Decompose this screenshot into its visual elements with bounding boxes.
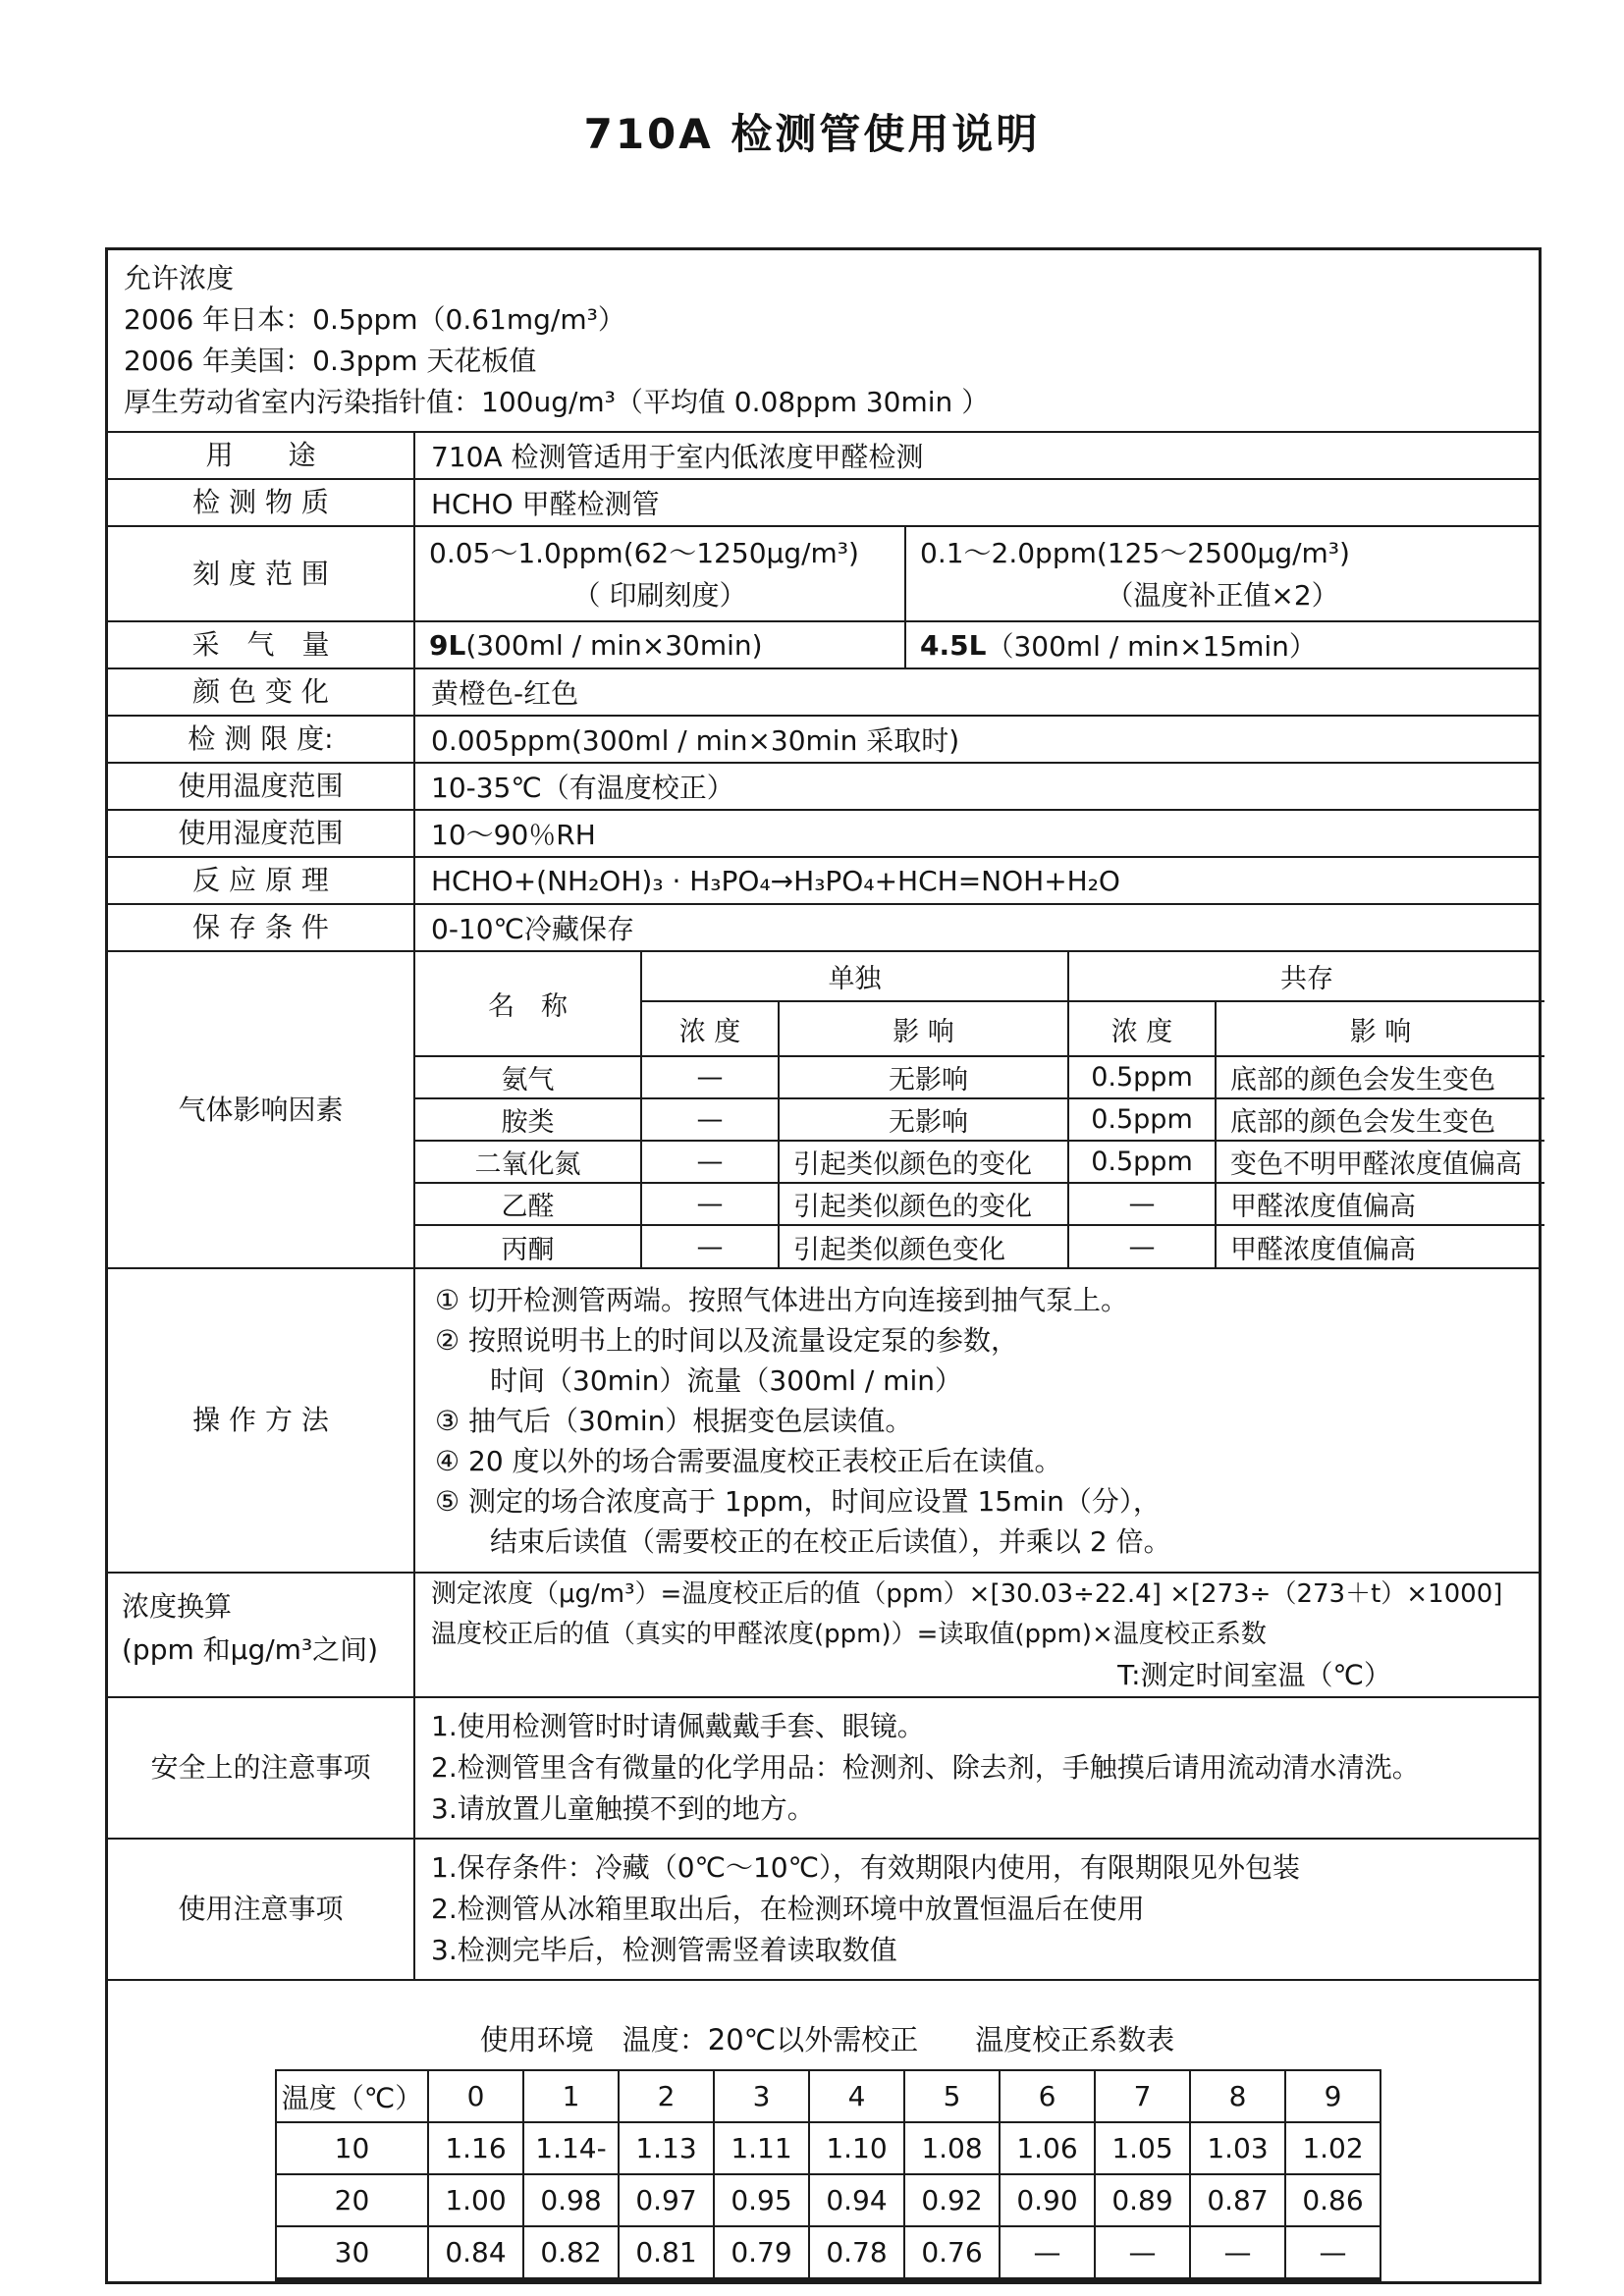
temperature-correction-table xyxy=(275,2069,1381,2281)
operation-method-label: 操 作 方 法 xyxy=(108,1269,415,1572)
sampling-right-bold: 4.5L xyxy=(920,628,987,662)
temp-row-label: 30 xyxy=(276,2226,428,2279)
safety-line: 2.检测管里含有微量的化学用品：检测剂、除去剂，手触摸后请用流动清水清洗。 xyxy=(431,1751,1420,1784)
scale-range-left-line2: （ 印刷刻度） xyxy=(572,578,747,612)
gas-row-coexist-effect: 变色不明甲醛浓度值偏高 xyxy=(1216,1141,1544,1183)
usage-note-line: 1.保存条件：冷藏（0℃～10℃），有效期限内使用，有限期限见外包装 xyxy=(431,1851,1301,1884)
usage-note-line: 2.检测管从冰箱里取出后，在检测环境中放置恒温后在使用 xyxy=(431,1893,1145,1925)
color-change-label: 颜 色 变 化 xyxy=(108,669,415,715)
temp-col-header: 1 xyxy=(523,2070,619,2122)
temp-cell: 0.92 xyxy=(904,2174,1000,2226)
operation-step: ① 切开检测管两端。按照气体进出方向连接到抽气泵上。 xyxy=(435,1283,1129,1316)
temp-table-row-20 xyxy=(276,2174,1380,2226)
reaction-principle-formula: HCHO+(NH₂OH)₃ · H₃PO₄→H₃PO₄+HCH=NOH+H₂O xyxy=(431,864,1120,897)
gas-row-name: 胺类 xyxy=(415,1098,641,1141)
row-scale-range xyxy=(108,525,1539,620)
gas-row-alone-effect: 无影响 xyxy=(779,1056,1068,1098)
safety-precautions-label: 安全上的注意事项 xyxy=(108,1698,415,1838)
sampling-left-bold: 9L xyxy=(429,628,466,662)
temp-col-header: 4 xyxy=(809,2070,904,2122)
gas-header-coexist: 共存 xyxy=(1068,952,1544,1001)
temp-cell: 0.84 xyxy=(428,2226,523,2279)
temp-cell: 1.06 xyxy=(1000,2122,1095,2174)
gas-header-alone-conc: 浓 度 xyxy=(641,1001,779,1056)
detection-limit-label: 检 测 限 度: xyxy=(108,717,415,762)
scale-range-left-line1: 0.05～1.0ppm(62～1250μg/m³) xyxy=(429,536,859,569)
gas-header-coexist-conc: 浓 度 xyxy=(1068,1001,1216,1056)
gas-row-name: 氨气 xyxy=(415,1056,641,1098)
operation-step: 结束后读值（需要校正的在校正后读值），并乘以 2 倍。 xyxy=(435,1524,1171,1558)
temp-cell: — xyxy=(1285,2226,1380,2279)
row-usage xyxy=(108,431,1539,478)
gas-row-coexist-effect: 底部的颜色会发生变色 xyxy=(1216,1098,1544,1141)
temp-cell: — xyxy=(1000,2226,1095,2279)
operation-step: ③ 抽气后（30min）根据变色层读值。 xyxy=(435,1404,913,1437)
temp-cell: — xyxy=(1095,2226,1190,2279)
gas-row-alone-conc: — xyxy=(641,1098,779,1141)
temp-row-label: 10 xyxy=(276,2122,428,2174)
row-sampling-volume xyxy=(108,620,1539,667)
temp-col-header: 2 xyxy=(619,2070,714,2122)
gas-row-coexist-effect: 甲醛浓度值偏高 xyxy=(1216,1225,1544,1267)
gas-row-coexist-conc: 0.5ppm xyxy=(1068,1141,1216,1183)
scale-range-right-line1: 0.1～2.0ppm(125～2500μg/m³) xyxy=(920,536,1350,569)
gas-header-alone-effect: 影 响 xyxy=(779,1001,1068,1056)
operation-step: ⑤ 测定的场合浓度高于 1ppm，时间应设置 15min（分）， xyxy=(435,1484,1161,1518)
sampling-volume-left xyxy=(415,622,906,667)
temperature-range-label: 使用温度范围 xyxy=(108,764,415,809)
row-humidity-range xyxy=(108,809,1539,856)
sampling-volume-values xyxy=(415,622,1539,667)
operation-step: ④ 20 度以外的场合需要温度校正表校正后在读值。 xyxy=(435,1444,1062,1477)
row-concentration-conversion xyxy=(108,1572,1539,1696)
temp-table-corner: 温度（℃） xyxy=(276,2070,428,2122)
gas-row-alone-effect: 引起类似颜色的变化 xyxy=(779,1141,1068,1183)
temp-cell: 1.16 xyxy=(428,2122,523,2174)
temp-cell: 1.03 xyxy=(1190,2122,1285,2174)
conversion-label-line1: 浓度换算 xyxy=(122,1590,233,1623)
permitted-concentration-block xyxy=(108,250,1539,431)
gas-influence-table xyxy=(415,952,1544,1267)
color-change-value: 黄橙色-红色 xyxy=(431,677,579,710)
sampling-left-text: (300ml / min×30min) xyxy=(465,628,763,662)
substance-value: HCHO 甲醛检测管 xyxy=(431,488,660,520)
storage-condition-label: 保 存 条 件 xyxy=(108,905,415,950)
humidity-range-value: 10～90％RH xyxy=(431,819,596,851)
gas-row-alone-conc: — xyxy=(641,1141,779,1183)
temp-cell: — xyxy=(1190,2226,1285,2279)
conversion-label-line2: (ppm 和μg/m³之间) xyxy=(122,1633,379,1666)
gas-header-name: 名 称 xyxy=(415,952,641,1056)
safety-line: 3.请放置儿童触摸不到的地方。 xyxy=(431,1792,815,1825)
gas-row-name: 二氧化氮 xyxy=(415,1141,641,1183)
temp-col-header: 9 xyxy=(1285,2070,1380,2122)
gas-row-name: 丙酮 xyxy=(415,1225,641,1267)
temp-cell: 0.86 xyxy=(1285,2174,1380,2226)
temp-col-header: 7 xyxy=(1095,2070,1190,2122)
row-gas-influence xyxy=(108,950,1539,1267)
temp-table-row-30 xyxy=(276,2226,1380,2279)
scale-range-values xyxy=(415,527,1539,620)
gas-row-coexist-effect: 底部的颜色会发生变色 xyxy=(1216,1056,1544,1098)
temp-cell: 1.11 xyxy=(714,2122,809,2174)
temp-cell: 0.87 xyxy=(1190,2174,1285,2226)
operation-step: ② 按照说明书上的时间以及流量设定泵的参数， xyxy=(435,1323,1019,1357)
conversion-formula-line2: 温度校正后的值（真实的甲醛浓度(ppm)）=读取值(ppm)×温度校正系数 xyxy=(431,1620,1267,1649)
gas-row-name: 乙醛 xyxy=(415,1183,641,1225)
substance-label: 检 测 物 质 xyxy=(108,480,415,525)
gas-row-coexist-conc: 0.5ppm xyxy=(1068,1056,1216,1098)
usage-label: 用 途 xyxy=(108,433,415,478)
temp-cell: 0.95 xyxy=(714,2174,809,2226)
conversion-formula-line1: 测定浓度（μg/m³）=温度校正后的值（ppm）×[30.03÷22.4] ×[273÷（273＋t）×1000] xyxy=(431,1579,1503,1609)
conversion-formula-line3: T:测定时间室温（℃） xyxy=(1117,1659,1391,1691)
scale-range-right xyxy=(906,527,1539,620)
row-storage-condition xyxy=(108,903,1539,950)
conversion-label xyxy=(108,1574,415,1696)
row-usage-notes xyxy=(108,1838,1539,1979)
row-operation-method xyxy=(108,1267,1539,1572)
row-temperature-range xyxy=(108,762,1539,809)
temp-cell: 0.94 xyxy=(809,2174,904,2226)
operation-step: 时间（30min）流量（300ml / min） xyxy=(435,1363,962,1397)
sampling-volume-right xyxy=(906,622,1539,667)
usage-note-line: 3.检测完毕后，检测管需竖着读取数值 xyxy=(431,1934,897,1966)
reaction-principle-label: 反 应 原 理 xyxy=(108,858,415,903)
detection-limit-value: 0.005ppm(300ml / min×30min 采取时) xyxy=(431,724,960,757)
sampling-volume-label: 采 气 量 xyxy=(108,622,415,667)
temp-cell: 0.90 xyxy=(1000,2174,1095,2226)
temp-cell: 0.78 xyxy=(809,2226,904,2279)
temp-row-label: 20 xyxy=(276,2174,428,2226)
temperature-correction-section xyxy=(108,1979,1539,2281)
gas-row-coexist-conc: — xyxy=(1068,1183,1216,1225)
usage-notes-label: 使用注意事项 xyxy=(108,1840,415,1979)
temperature-table-caption: 使用环境 温度：20℃以外需校正 温度校正系数表 xyxy=(479,2023,1175,2056)
temp-cell: 1.13 xyxy=(619,2122,714,2174)
permitted-line: 2006 年美国：0.3ppm 天花板值 xyxy=(124,345,537,377)
temp-cell: 1.10 xyxy=(809,2122,904,2174)
gas-row-coexist-effect: 甲醛浓度值偏高 xyxy=(1216,1183,1544,1225)
temp-table-header-row xyxy=(276,2070,1380,2122)
permitted-line: 2006 年日本：0.5ppm（0.61mg/m³） xyxy=(124,303,625,336)
gas-row-alone-effect: 无影响 xyxy=(779,1098,1068,1141)
row-safety-precautions xyxy=(108,1696,1539,1838)
sampling-right-text: （300ml / min×15min） xyxy=(986,630,1317,663)
safety-precautions-lines xyxy=(415,1698,1539,1838)
temp-cell: 1.05 xyxy=(1095,2122,1190,2174)
temp-cell: 0.97 xyxy=(619,2174,714,2226)
operation-steps xyxy=(415,1269,1539,1572)
humidity-range-label: 使用湿度范围 xyxy=(108,811,415,856)
gas-row-alone-effect: 引起类似颜色的变化 xyxy=(779,1183,1068,1225)
temp-cell: 1.00 xyxy=(428,2174,523,2226)
temp-cell: 0.76 xyxy=(904,2226,1000,2279)
temp-col-header: 3 xyxy=(714,2070,809,2122)
spec-table xyxy=(105,247,1542,2284)
gas-row-coexist-conc: 0.5ppm xyxy=(1068,1098,1216,1141)
gas-header-alone: 单独 xyxy=(641,952,1068,1001)
gas-row-alone-conc: — xyxy=(641,1056,779,1098)
temp-cell: 1.14- xyxy=(523,2122,619,2174)
gas-row-alone-conc: — xyxy=(641,1183,779,1225)
temp-cell: 0.82 xyxy=(523,2226,619,2279)
page-title: 710A 检测管使用说明 xyxy=(583,110,1041,158)
temp-cell: 0.98 xyxy=(523,2174,619,2226)
row-detection-limit xyxy=(108,715,1539,762)
permitted-line: 允许浓度 xyxy=(124,262,235,294)
scale-range-left xyxy=(415,527,906,620)
scale-range-right-line2: （温度补正值×2） xyxy=(1106,578,1339,612)
temp-col-header: 0 xyxy=(428,2070,523,2122)
row-color-change xyxy=(108,667,1539,715)
temperature-range-value: 10-35℃（有温度校正） xyxy=(431,772,734,804)
temp-cell: 1.02 xyxy=(1285,2122,1380,2174)
temp-table-row-10 xyxy=(276,2122,1380,2174)
gas-row-alone-conc: — xyxy=(641,1225,779,1267)
usage-value: 710A 检测管适用于室内低浓度甲醛检测 xyxy=(431,441,924,473)
gas-influence-table-wrap xyxy=(415,952,1544,1267)
safety-line: 1.使用检测管时时请佩戴戴手套、眼镜。 xyxy=(431,1710,925,1742)
temp-cell: 1.08 xyxy=(904,2122,1000,2174)
permitted-line: 厚生劳动省室内污染指针值：100ug/m³（平均值 0.08ppm 30min ） xyxy=(124,386,990,418)
storage-condition-value: 0-10℃冷藏保存 xyxy=(431,913,634,945)
temp-cell: 0.89 xyxy=(1095,2174,1190,2226)
temp-cell: 0.81 xyxy=(619,2226,714,2279)
scale-range-label: 刻 度 范 围 xyxy=(108,527,415,620)
row-substance xyxy=(108,478,1539,525)
conversion-formulas xyxy=(415,1574,1539,1696)
gas-row-coexist-conc: — xyxy=(1068,1225,1216,1267)
gas-row-alone-effect: 引起类似颜色变化 xyxy=(779,1225,1068,1267)
temp-col-header: 8 xyxy=(1190,2070,1285,2122)
gas-header-coexist-effect: 影 响 xyxy=(1216,1001,1544,1056)
row-reaction-principle xyxy=(108,856,1539,903)
usage-notes-lines xyxy=(415,1840,1539,1979)
gas-influence-label: 气体影响因素 xyxy=(108,952,415,1267)
temp-col-header: 5 xyxy=(904,2070,1000,2122)
temp-col-header: 6 xyxy=(1000,2070,1095,2122)
temp-cell: 0.79 xyxy=(714,2226,809,2279)
